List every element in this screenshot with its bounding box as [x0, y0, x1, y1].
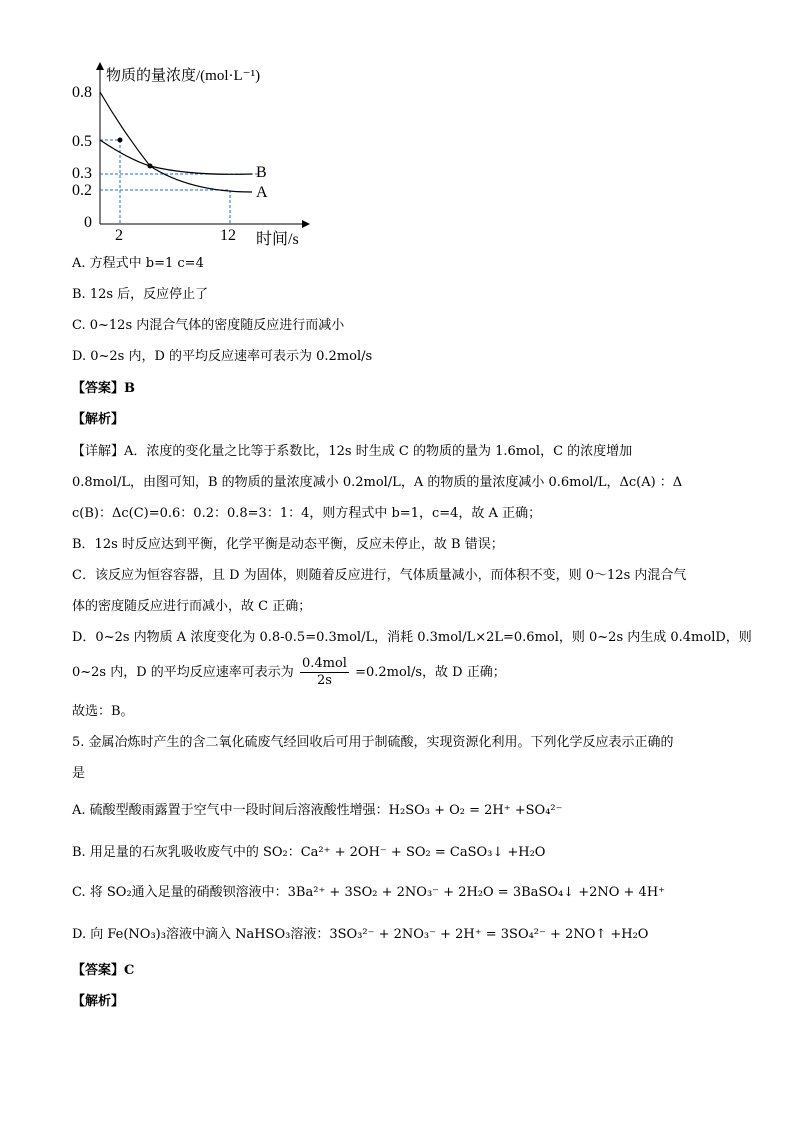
data-point: [148, 164, 153, 169]
y-tick-label: 0.8: [72, 84, 92, 101]
option-b: B. 12s 后，反应停止了: [72, 287, 209, 302]
q5-option-d: D. 向 Fe(NO₃)₃溶液中滴入 NaHSO₃溶液：3SO₃²⁻ + 2NO₃⁻ + 2H⁺ = 3SO₄²⁻ + 2NO↑ +H₂O: [72, 927, 649, 942]
detail-line: C．该反应为恒容容器，且 D 为固体，则随着反应进行，气体质量减小，而体积不变，则 0～12s 内混合气: [72, 568, 687, 583]
x-tick-label: 2: [115, 227, 123, 244]
question-5-stem: 是: [72, 766, 86, 781]
concentration-time-chart: [60, 58, 320, 248]
series-line-a: [100, 92, 252, 192]
detail-line: c(B)：Δc(C)=0.6：0.2：0.8=3：1：4，则方程式中 b=1，c=4，故 A 正确；: [72, 506, 542, 521]
q5-option-a: A. 硫酸型酸雨露置于空气中一段时间后溶液酸性增强：H₂SO₃ + O₂ = 2H⁺ +SO₄²⁻: [72, 803, 563, 818]
y-axis-label: 物质的量浓度/(mol·L⁻¹): [106, 68, 261, 84]
analysis-label: 【解析】: [72, 412, 125, 427]
detail-line: 体的密度随反应进行而减小，故 C 正确；: [72, 599, 312, 614]
y-tick-label: 0: [84, 214, 92, 231]
x-tick-label: 12: [220, 227, 236, 244]
detail-line: 0.8mol/L，由图可知，B 的物质的量浓度减小 0.2mol/L，A 的物质的量浓度减小 0.6mol/L，Δc(A) ：Δ: [72, 475, 683, 490]
detail-line: 故选：B。: [72, 704, 134, 719]
option-a: A. 方程式中 b=1 c=4: [72, 256, 204, 271]
rate-fraction: [300, 656, 349, 689]
detail-line: 【详解】A．浓度的变化量之比等于系数比，12s 时生成 C 的物质的量为 1.6mol，C 的浓度增加: [72, 444, 633, 459]
detail-text: =0.2mol/s，故 D 正确；: [355, 665, 506, 680]
answer-label: 【答案】C: [72, 963, 135, 978]
fraction-denominator: 2s: [316, 673, 332, 688]
series-label-b: B: [256, 164, 267, 181]
q5-option-c: C. 将 SO₂通入足量的硝酸钡溶液中：3Ba²⁺ + 3SO₂ + 2NO₃⁻ + 2H₂O = 3BaSO₄↓ +2NO + 4H⁺: [72, 885, 666, 900]
q5-option-b: B. 用足量的石灰乳吸收废气中的 SO₂：Ca²⁺ + 2OH⁻ + SO₂ = CaSO₃↓ +H₂O: [72, 845, 546, 860]
option-c: C. 0~12s 内混合气体的密度随反应进行而减小: [72, 318, 345, 333]
data-point: [118, 138, 123, 143]
series-label-a: A: [256, 184, 268, 201]
detail-line-with-fraction: [72, 656, 506, 690]
y-tick-label: 0.2: [72, 182, 92, 199]
question-5-stem: 5. 金属冶炼时产生的含二氧化硫废气经回收后可用于制硫酸，实现资源化利用。下列化学反应表示正确的: [72, 735, 674, 750]
fraction-numerator: 0.4mol: [301, 656, 347, 671]
x-axis-label: 时间/s: [256, 231, 299, 248]
detail-line: D．0~2s 内物质 A 浓度变化为 0.8-0.5=0.3mol/L，消耗 0.3mol/L×2L=0.6mol，则 0~2s 内生成 0.4molD，则: [72, 630, 752, 645]
detail-text: 0~2s 内，D 的平均反应速率可表示为: [72, 665, 294, 680]
detail-line: B．12s 时反应达到平衡，化学平衡是动态平衡，反应未停止，故 B 错误；: [72, 537, 504, 552]
y-tick-label: 0.5: [72, 133, 92, 150]
analysis-label: 【解析】: [72, 994, 125, 1009]
series-line-b: [100, 140, 252, 174]
answer-label: 【答案】B: [72, 381, 135, 396]
option-d: D. 0~2s 内，D 的平均反应速率可表示为 0.2mol/s: [72, 349, 373, 364]
y-tick-label: 0.3: [72, 165, 92, 182]
